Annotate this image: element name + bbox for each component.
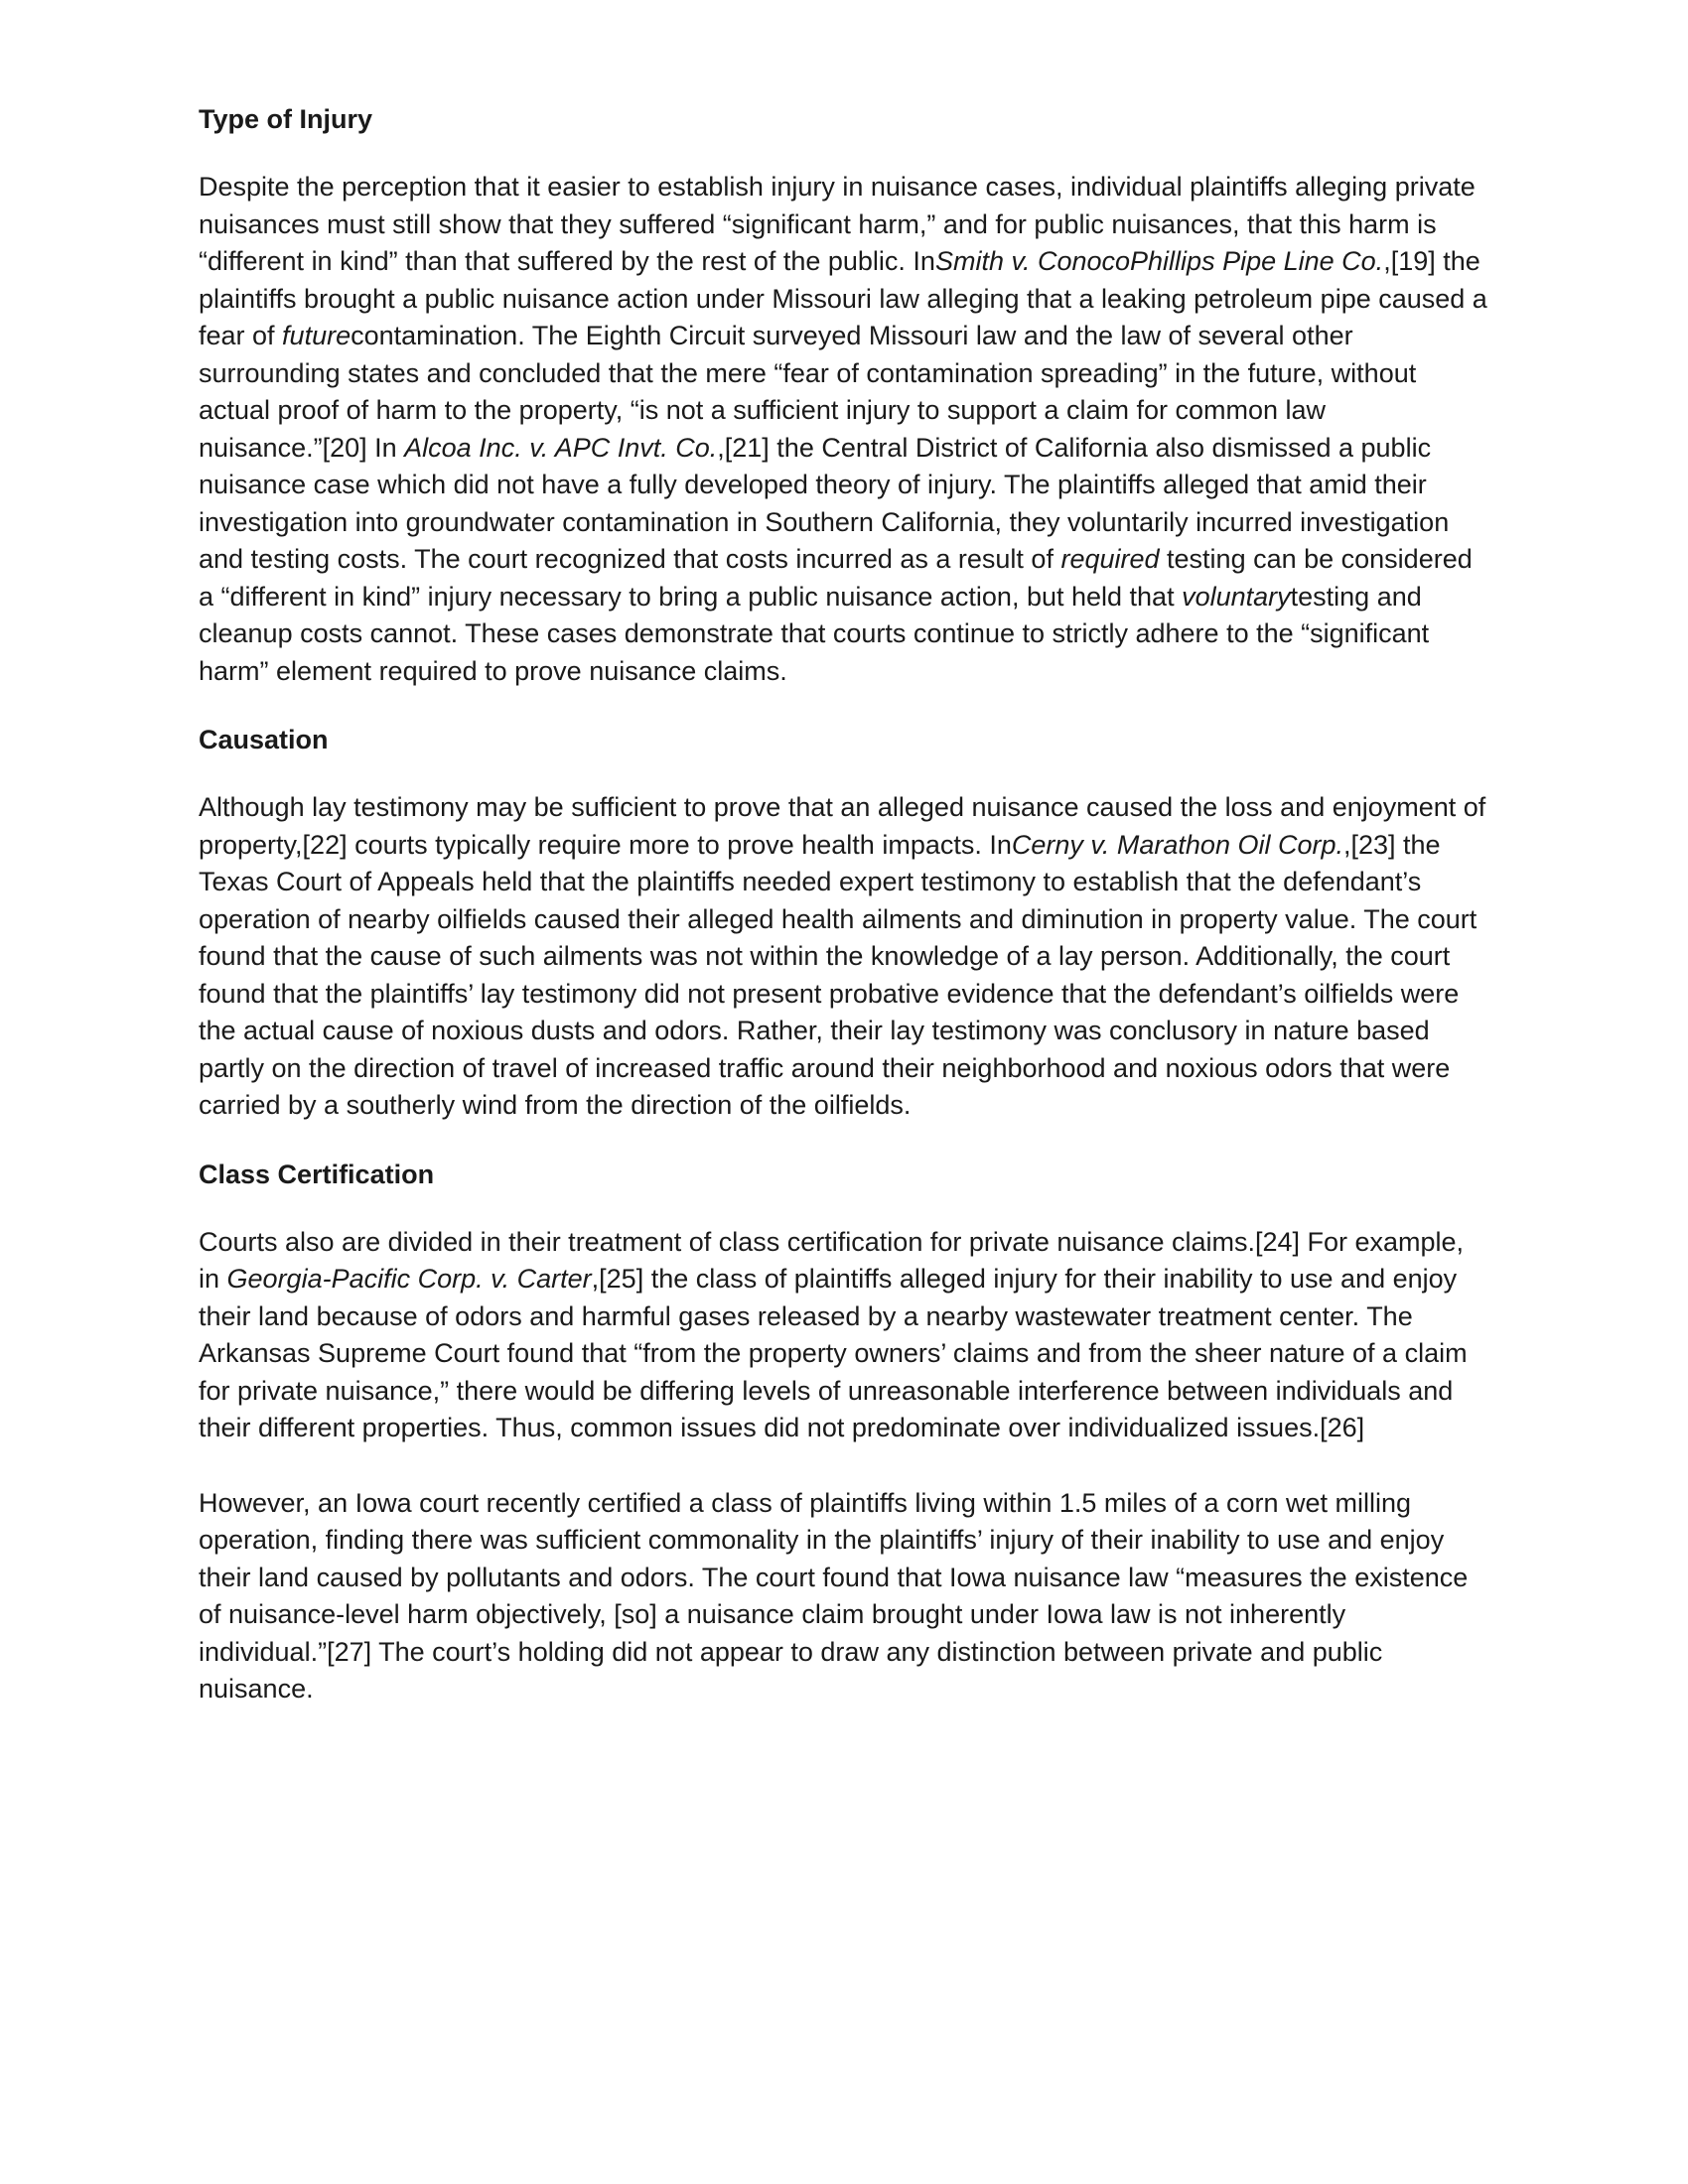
case-citation: voluntary bbox=[1182, 581, 1291, 612]
heading-causation: Causation bbox=[199, 725, 329, 754]
case-citation: required bbox=[1060, 544, 1160, 574]
text-run: ,[19] the plaintiffs brought a public nuisance action under Missouri law alleging that a leaking petroleum pipe caused a fear of bbox=[199, 246, 1487, 350]
text-run: testing and cleanup costs cannot. These cases demonstrate that courts continue to strictly adhere to the “significant harm” element required to prove nuisance claims. bbox=[199, 581, 1430, 686]
paragraph-class-certification-2 bbox=[199, 1485, 1489, 1708]
heading-class-certification: Class Certification bbox=[199, 1159, 435, 1189]
text-run: ,[21] the Central District of California also dismissed a public nuisance case which did not have a fully developed theory of injury. The plaintiffs alleged that amid their investigation into groundwater contamination in Southern California, they voluntarily incurred investigation and testing costs. The court recognized that costs incurred as a result of bbox=[199, 432, 1450, 574]
text-run: However, an Iowa court recently certified a class of plaintiffs living within 1.5 miles of a corn wet milling operation, finding there was sufficient commonality in the plaintiffs’ injury of their inability to use and enjoy their land caused by pollutants and odors. The court found that Iowa nuisance law “measures the existence of nuisance-level harm objectively, [so] a nuisance claim brought under Iowa law is not inherently individual.”[27] The court’s holding did not appear to draw any distinction between private and public nuisance. bbox=[199, 1487, 1469, 1704]
text-run: testing can be considered a “different in kind” injury necessary to bring a public nuisance action, but held that bbox=[199, 544, 1473, 612]
case-citation: Georgia-Pacific Corp. v. Carter bbox=[226, 1264, 592, 1294]
text-run: ,[25] the class of plaintiffs alleged injury for their inability to use and enjoy their land because of odors and harmful gases released by a nearby wastewater treatment center. The Arkansas Supreme Court found that “from the property owners’ claims and from the sheer nature of a claim for private nuisance,” there would be differing levels of unreasonable interference between individuals and their different properties. Thus, common issues did not predominate over individualized issues.[26] bbox=[199, 1264, 1468, 1442]
document-page bbox=[199, 95, 1489, 1708]
text-run: ,[23] the Texas Court of Appeals held that the plaintiffs needed expert testimony to establish that the defendant’s operation of nearby oilfields caused their alleged health ailments and diminution in property value. The court found that the cause of such ailments was not within the knowledge of a lay person. Additionally, the court found that the plaintiffs’ lay testimony did not present probative evidence that the defendant’s oilfields were the actual cause of noxious dusts and odors. Rather, their lay testimony was conclusory in nature based partly on the direction of travel of increased traffic around their neighborhood and noxious odors that were carried by a southerly wind from the direction of the oilfields. bbox=[199, 829, 1477, 1120]
case-citation: Smith v. ConocoPhillips Pipe Line Co. bbox=[934, 246, 1384, 276]
text-run: Despite the perception that it easier to establish injury in nuisance cases, individual plaintiffs alleging private nuisances must still show that they suffered “significant harm,” and for public nuisances, that this harm is “different in kind” than that suffered by the rest of the public. In bbox=[199, 172, 1476, 276]
text-run: Although lay testimony may be sufficient to prove that an alleged nuisance caused the loss and enjoyment of property,[22] courts typically require more to prove health impacts. In bbox=[199, 792, 1486, 860]
case-citation: Cerny v. Marathon Oil Corp. bbox=[1011, 829, 1343, 860]
paragraph-causation bbox=[199, 789, 1489, 1125]
text-run: Courts also are divided in their treatment of class certification for private nuisance claims.[24] For example, in bbox=[199, 1226, 1465, 1294]
heading-type-of-injury: Type of Injury bbox=[199, 104, 373, 134]
paragraph-class-certification-1 bbox=[199, 1224, 1489, 1447]
case-citation: Alcoa Inc. v. APC Invt. Co. bbox=[404, 432, 718, 463]
text-run: contamination. The Eighth Circuit surveyed Missouri law and the law of several other surrounding states and concluded that the mere “fear of contamination spreading” in the future, without actual proof of harm to the property, “is not a sufficient injury to support a claim for common law nuisance.”[20] In bbox=[199, 321, 1417, 463]
paragraph-type-of-injury bbox=[199, 169, 1489, 690]
case-citation: future bbox=[282, 321, 352, 350]
